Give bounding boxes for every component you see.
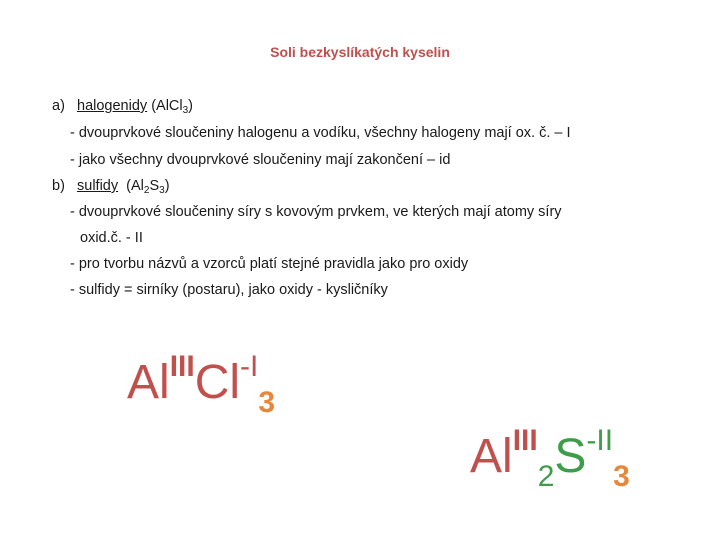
page-title: Soli bezkyslíkatých kyselin [270, 44, 450, 60]
b-line-1: - dvouprvkové sloučeniny síry s kovovým prvkem, ve kterých mají atomy síry [70, 204, 562, 220]
item-a-marker: a) [52, 98, 65, 114]
a-line-2: - jako všechny dvouprvkové sloučeniny mají zakončení – id [70, 152, 451, 168]
f2-element-s: S [554, 430, 587, 483]
f1-ox-al: III [169, 350, 195, 383]
f1-element-al: Al [127, 356, 170, 409]
b-line-2: oxid.č. - II [80, 230, 143, 246]
item-a-formula: (AlCl$_3$) [151, 98, 194, 116]
a-line-1: - dvouprvkové sloučeniny halogenu a vodíku, všechny halogeny mají ox. č. – I [70, 125, 571, 141]
item-b-label: sulfidy [77, 178, 119, 194]
item-b-formula: $(Al_2S_3)$ [126, 178, 170, 196]
item-b-marker: b) [52, 178, 65, 194]
f2-element-al: Al [470, 430, 513, 483]
f2-sub-al: 2 [537, 460, 555, 493]
formula-al2s3 [470, 426, 630, 492]
b-line-4: - sulfidy = sirníky (postaru), jako oxidy - kysličníky [70, 282, 388, 298]
f2-sub-s: 3 [613, 460, 630, 493]
f1-ox-cl: -I [240, 350, 259, 383]
item-a-label: halogenidy [77, 98, 148, 114]
formula-alcl3 [127, 352, 275, 418]
item-b [52, 177, 170, 195]
f2-ox-al: III [512, 424, 538, 457]
f1-element-cl: Cl [194, 356, 241, 409]
f2-ox-s: -II [586, 424, 614, 457]
item-a [52, 97, 193, 115]
b-line-3: - pro tvorbu názvů a vzorců platí stejné pravidla jako pro oxidy [70, 256, 469, 272]
f1-sub-cl: 3 [258, 386, 276, 419]
